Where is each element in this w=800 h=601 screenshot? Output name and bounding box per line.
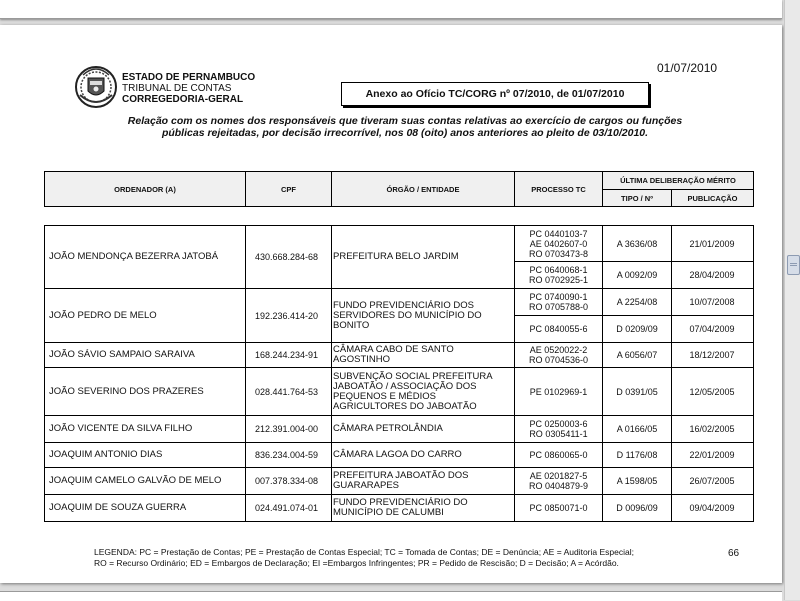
row-publicacao: 07/04/2009 [689, 324, 735, 334]
row-tipo: D 1176/08 [616, 450, 658, 460]
row-publicacao: 21/01/2009 [689, 238, 735, 249]
vertical-scrollbar[interactable] [784, 0, 800, 600]
annex-title-box: Anexo ao Ofício TC/CORG nº 07/2010, de 01/07/2010 [341, 82, 649, 106]
row-cpf: 024.491.074-01 [254, 503, 319, 513]
row-name: JOÃO PEDRO DE MELO [49, 309, 157, 321]
row-cpf: 168.244.234-91 [254, 350, 319, 360]
row-publicacao: 18/12/2007 [689, 350, 735, 360]
state-name: ESTADO DE PERNAMBUCO [122, 72, 256, 83]
document-date: 01/07/2010 [657, 61, 718, 75]
row-tipo: A 3636/08 [616, 238, 658, 249]
row-cpf: 212.391.004-00 [254, 424, 319, 434]
previous-page-edge [0, 0, 782, 19]
court-name: TRIBUNAL DE CONTAS [122, 83, 232, 94]
row-tipo: D 0209/09 [616, 324, 658, 334]
row-processo: PC 0850071-0 [529, 503, 588, 513]
row-name: JOÃO VICENTE DA SILVA FILHO [49, 423, 193, 434]
row-tipo: A 6056/07 [616, 350, 658, 360]
intro-line-2: públicas rejeitadas, por decisão irrecorrível, nos 08 (oito) anos anteriores ao pleito de 03/10/2010. [161, 127, 649, 139]
row-orgao: CÂMARA CABO DE SANTO AGOSTINHO [333, 344, 454, 365]
row-name: JOAQUIM DE SOUZA GUERRA [49, 502, 187, 513]
row-orgao: SUBVENÇÃO SOCIAL PREFEITURA JABOATÃO / ASSOCIAÇÃO DOS PEQUENOS E MÉDIOS AGRICULTORES DO JABOATÃO [333, 370, 493, 412]
row-publicacao: 12/05/2005 [689, 386, 735, 397]
row-tipo: A 0166/05 [616, 424, 658, 434]
scrollbar-thumb[interactable] [787, 255, 800, 275]
row-publicacao: 26/07/2005 [689, 476, 735, 486]
row-tipo: A 0092/09 [616, 269, 658, 280]
row-tipo: A 1598/05 [616, 476, 658, 486]
row-orgao: PREFEITURA BELO JARDIM [333, 251, 459, 262]
row-name: JOÃO SÁVIO SAMPAIO SARAIVA [49, 349, 195, 360]
row-processo: PC 0440103-7 AE 0402607-0 RO 0703473-8 [528, 228, 589, 259]
row-publicacao: 16/02/2005 [689, 424, 735, 434]
row-processo: AE 0201827-5 RO 0404879-9 [528, 471, 589, 491]
row-cpf: 192.236.414-20 [254, 310, 319, 321]
document-page [0, 25, 782, 583]
row-orgao: CÂMARA LAGOA DO CARRO [333, 449, 462, 460]
row-publicacao: 09/04/2009 [689, 503, 735, 513]
row-cpf: 028.441.764-53 [254, 386, 319, 397]
row-tipo: D 0096/09 [616, 503, 658, 513]
row-publicacao: 28/04/2009 [689, 269, 735, 280]
row-tipo: A 2254/08 [616, 297, 658, 307]
column-header-ordenador: ORDENADOR (A) [114, 184, 176, 194]
row-cpf: 430.668.284-68 [254, 252, 319, 262]
row-processo: AE 0520022-2 RO 0704536-0 [528, 345, 589, 365]
row-cpf: 836.234.004-59 [254, 450, 319, 460]
legend [94, 547, 694, 569]
row-name: JOÃO SEVERINO DOS PRAZERES [49, 385, 204, 397]
row-publicacao: 22/01/2009 [689, 450, 735, 460]
column-header-cpf: CPF [281, 184, 296, 194]
row-processo: PC 0640068-1 RO 0702925-1 [528, 264, 589, 285]
legend-line-2: RO = Recurso Ordinário; ED = Embargos de Declaração; EI =Embargos Infringentes; PR = Pedido de Rescisão; D = Decisão; A = Acórdão. [94, 558, 619, 568]
row-name: JOAQUIM ANTONIO DIAS [49, 449, 163, 460]
row-cpf: 007.378.334-08 [254, 476, 319, 486]
column-header-orgao: ÓRGÃO / ENTIDADE [386, 184, 460, 194]
row-processo: PC 0740090-1 RO 0705788-0 [528, 292, 589, 312]
column-header-tipo: TIPO / Nº [621, 193, 653, 203]
row-processo: PC 0250003-6 RO 0305411-1 [529, 419, 588, 439]
row-name: JOAQUIM CAMELO GALVÃO DE MELO [49, 475, 222, 486]
table-body [44, 225, 754, 522]
legend-line-1: LEGENDA: PC = Prestação de Contas; PE = Prestação de Contas Especial; TC = Tomada de Contas; DE = Denúncia; AE = Auditoria Especial; [94, 547, 634, 557]
column-header-processo: PROCESSO TC [531, 184, 586, 194]
row-orgao: PREFEITURA JABOATÃO DOS GUARARAPES [333, 470, 469, 491]
intro-text [60, 115, 750, 139]
department-name: CORREGEDORIA-GERAL [122, 94, 244, 105]
column-header-ultima-deliberacao: ÚLTIMA DELIBERAÇÃO MÉRITO [620, 176, 736, 185]
row-processo: PE 0102969-1 [529, 386, 588, 397]
row-processo: PC 0860065-0 [529, 450, 588, 460]
row-orgao: FUNDO PREVIDENCIÁRIO DO MUNICÍPIO DE CALUMBI [333, 497, 468, 518]
page-number: 66 [728, 548, 740, 559]
row-orgao: FUNDO PREVIDENCIÁRIO DOS SERVIDORES DO MUNICÍPIO DO BONITO [333, 299, 482, 331]
intro-line-1: Relação com os nomes dos responsáveis que tiveram suas contas relativas ao exercício de cargos ou funções [127, 115, 683, 127]
column-header-publicacao: PUBLICAÇÃO [687, 193, 738, 203]
table-header [44, 171, 754, 207]
row-processo: PC 0840055-6 [529, 324, 588, 334]
row-name: JOÃO MENDONÇA BEZERRA JATOBÁ [49, 251, 219, 262]
row-tipo: D 0391/05 [616, 386, 658, 397]
row-orgao: CÂMARA PETROLÂNDIA [333, 423, 443, 434]
institution-header [122, 72, 255, 105]
coat-of-arms-icon [74, 65, 118, 109]
row-publicacao: 10/07/2008 [689, 297, 735, 307]
